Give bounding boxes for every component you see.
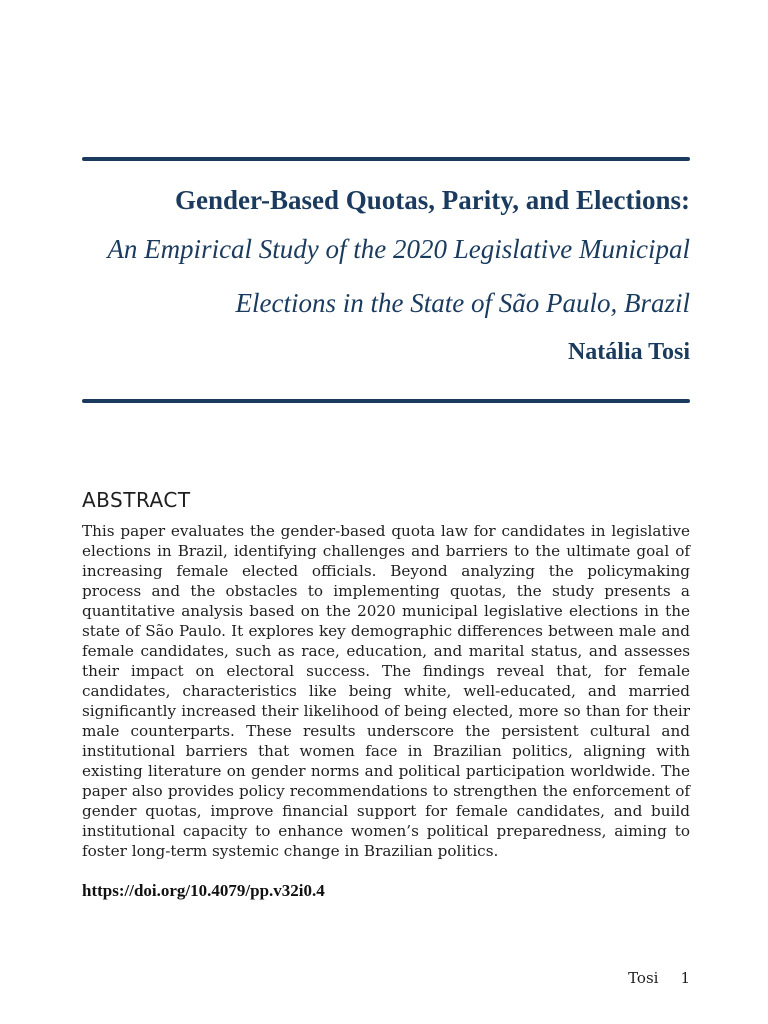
abstract-body: This paper evaluates the gender-based quota law for candidates in legislative elections in Brazil, identifying challenges and barriers to the ultimate goal of increasing female elected officials. Beyond analyzing the policymaking process and the obstacles to implementing quotas, the study presents a quantitative analysis based on the 2020 municipal legislative elections in the state of São Paulo. It explores key demographic differences between male and female candidates, such as race, education, and marital status, and assesses their impact on electoral success. The findings reveal that, for female candidates, characteristics like being white, well-educated, and married significantly increased their likelihood of being elected, more so than for their male counterparts. These results underscore the persistent cultural and institutional barriers that women face in Brazilian politics, aligning with existing literature on gender norms and political participation worldwide. The paper also provides policy recommendations to strengthen the enforcement of gender quotas, improve financial support for female candidates, and build institutional capacity to enhance women’s political preparedness, aiming to foster long-term systemic change in Brazilian politics. (82, 522, 690, 860)
abstract-heading: ABSTRACT (82, 488, 191, 512)
page-footer (628, 969, 690, 987)
page-number: 1 (680, 969, 690, 987)
bottom-divider (82, 399, 690, 403)
author-name: Natália Tosi (567, 339, 690, 365)
doi-link[interactable]: https://doi.org/10.4079/pp.v32i0.4 (82, 881, 325, 900)
doi-line (82, 881, 325, 901)
title-block (82, 178, 690, 398)
top-divider (82, 157, 690, 161)
running-head: Tosi (628, 969, 659, 987)
paper-title: Gender-Based Quotas, Parity, and Elections: (174, 185, 690, 215)
paper-subtitle-line-1: An Empirical Study of the 2020 Legislative Municipal (107, 234, 690, 264)
paper-subtitle-line-2: Elections in the State of São Paulo, Brazil (235, 288, 690, 318)
